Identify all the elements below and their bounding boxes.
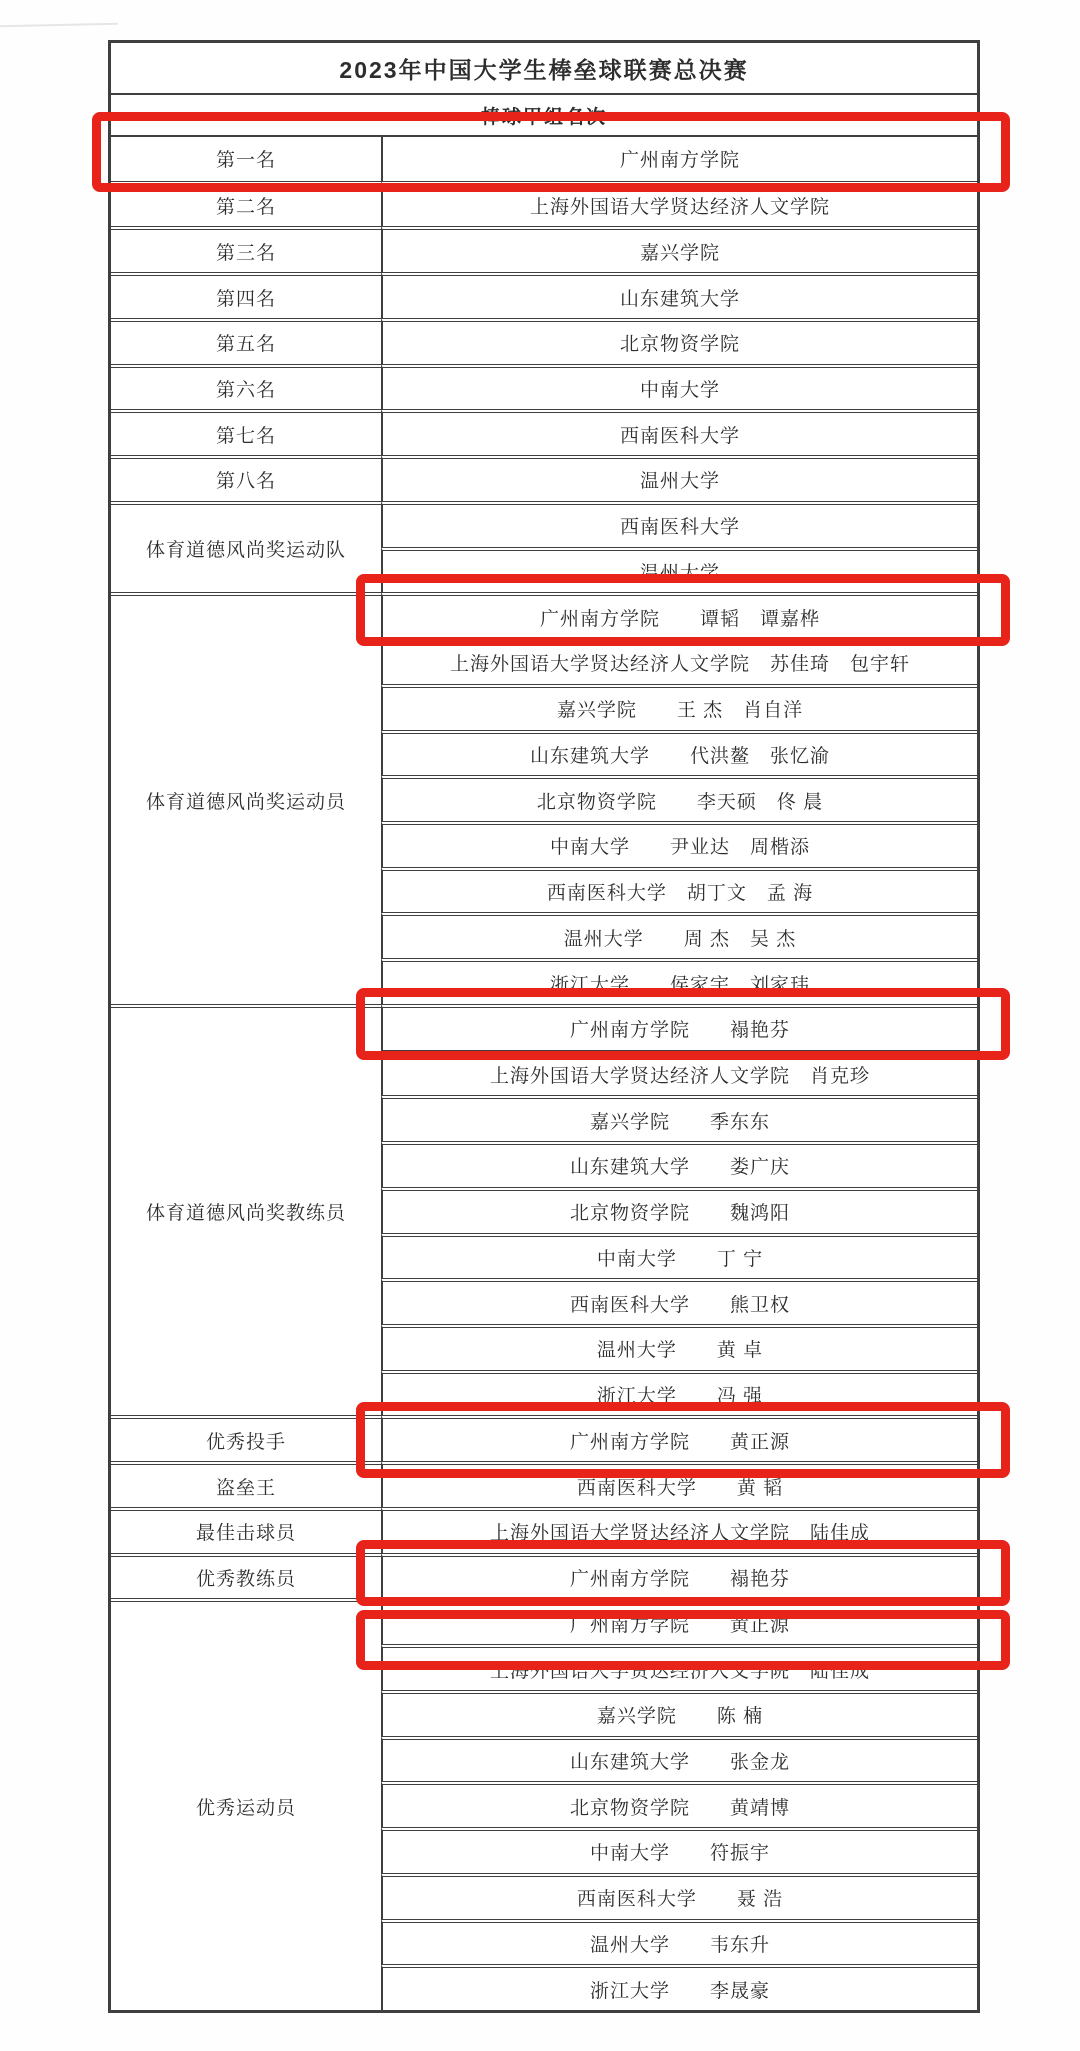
sportsmanship-coach-row: 嘉兴学院 季东东 xyxy=(381,1095,977,1141)
rank-8-value: 温州大学 xyxy=(381,455,977,501)
rank-3-label: 第三名 xyxy=(111,226,381,272)
best-athlete-row: 上海外国语大学贤达经济人文学院 陆佳成 xyxy=(381,1644,977,1690)
rank-1-label: 第一名 xyxy=(111,135,381,181)
best-batter-label: 最佳击球员 xyxy=(111,1507,381,1553)
best-pitcher-label: 优秀投手 xyxy=(111,1415,381,1461)
rank-8-label: 第八名 xyxy=(111,455,381,501)
rank-4-value: 山东建筑大学 xyxy=(381,272,977,318)
sportsmanship-team-value: 西南医科大学 xyxy=(381,501,977,547)
sportsmanship-coach-row: 温州大学 黄 卓 xyxy=(381,1324,977,1370)
rank-4-label: 第四名 xyxy=(111,272,381,318)
rank-2-label: 第二名 xyxy=(111,181,381,227)
best-pitcher-value: 广州南方学院 黄正源 xyxy=(381,1415,977,1461)
best-athlete-row: 嘉兴学院 陈 楠 xyxy=(381,1690,977,1736)
rank-7-label: 第七名 xyxy=(111,409,381,455)
best-athletes-label: 优秀运动员 xyxy=(111,1598,381,2010)
sportsmanship-athletes-label: 体育道德风尚奖运动员 xyxy=(111,592,381,1004)
sportsmanship-coach-row: 山东建筑大学 娄广庆 xyxy=(381,1141,977,1187)
stolen-base-king-label: 盗垒王 xyxy=(111,1461,381,1507)
results-table xyxy=(108,40,980,2013)
scan-artifact-line xyxy=(0,23,118,27)
best-athlete-row: 西南医科大学 聂 浩 xyxy=(381,1873,977,1919)
rank-6-value: 中南大学 xyxy=(381,364,977,410)
sportsmanship-athlete-row: 广州南方学院 谭韬 谭嘉桦 xyxy=(381,592,977,638)
sportsmanship-athlete-row: 山东建筑大学 代洪鳌 张忆渝 xyxy=(381,730,977,776)
best-athlete-row: 山东建筑大学 张金龙 xyxy=(381,1736,977,1782)
section-subtitle: 棒球甲组名次 xyxy=(111,93,977,135)
stolen-base-king-value: 西南医科大学 黄 韬 xyxy=(381,1461,977,1507)
sportsmanship-coach-row: 西南医科大学 熊卫权 xyxy=(381,1278,977,1324)
best-coach-label: 优秀教练员 xyxy=(111,1553,381,1599)
rank-1-value: 广州南方学院 xyxy=(381,135,977,181)
rank-6-label: 第六名 xyxy=(111,364,381,410)
sportsmanship-coach-row: 北京物资学院 魏鸿阳 xyxy=(381,1187,977,1233)
sportsmanship-athlete-row: 温州大学 周 杰 吴 杰 xyxy=(381,912,977,958)
sportsmanship-athlete-row: 北京物资学院 李天硕 佟 晨 xyxy=(381,775,977,821)
sportsmanship-coaches-label: 体育道德风尚奖教练员 xyxy=(111,1004,381,1416)
sportsmanship-athlete-row: 上海外国语大学贤达经济人文学院 苏佳琦 包宇轩 xyxy=(381,638,977,684)
sportsmanship-athlete-row: 嘉兴学院 王 杰 肖自洋 xyxy=(381,684,977,730)
sportsmanship-team-value: 温州大学 xyxy=(381,547,977,593)
best-athlete-row: 浙江大学 李晟豪 xyxy=(381,1964,977,2010)
rank-3-value: 嘉兴学院 xyxy=(381,226,977,272)
rank-5-value: 北京物资学院 xyxy=(381,318,977,364)
best-athlete-row: 北京物资学院 黄靖博 xyxy=(381,1781,977,1827)
sportsmanship-coach-row: 广州南方学院 褟艳芬 xyxy=(381,1004,977,1050)
results-grid xyxy=(111,43,977,2010)
sportsmanship-athlete-row: 西南医科大学 胡丁文 孟 海 xyxy=(381,867,977,913)
sportsmanship-team-label: 体育道德风尚奖运动队 xyxy=(111,501,381,592)
best-batter-value: 上海外国语大学贤达经济人文学院 陆佳成 xyxy=(381,1507,977,1553)
sportsmanship-coach-row: 上海外国语大学贤达经济人文学院 肖克珍 xyxy=(381,1050,977,1096)
best-athlete-row: 广州南方学院 黄正源 xyxy=(381,1598,977,1644)
rank-7-value: 西南医科大学 xyxy=(381,409,977,455)
sportsmanship-coach-row: 浙江大学 冯 强 xyxy=(381,1370,977,1416)
sportsmanship-athlete-row: 浙江大学 侯家宇 刘家玮 xyxy=(381,958,977,1004)
best-athlete-row: 温州大学 韦东升 xyxy=(381,1919,977,1965)
rank-5-label: 第五名 xyxy=(111,318,381,364)
rank-2-value: 上海外国语大学贤达经济人文学院 xyxy=(381,181,977,227)
sportsmanship-coach-row: 中南大学 丁 宁 xyxy=(381,1233,977,1279)
best-athlete-row: 中南大学 符振宇 xyxy=(381,1827,977,1873)
page-title: 2023年中国大学生棒垒球联赛总决赛 xyxy=(339,56,749,83)
best-coach-value: 广州南方学院 褟艳芬 xyxy=(381,1553,977,1599)
sportsmanship-athlete-row: 中南大学 尹业达 周楷添 xyxy=(381,821,977,867)
